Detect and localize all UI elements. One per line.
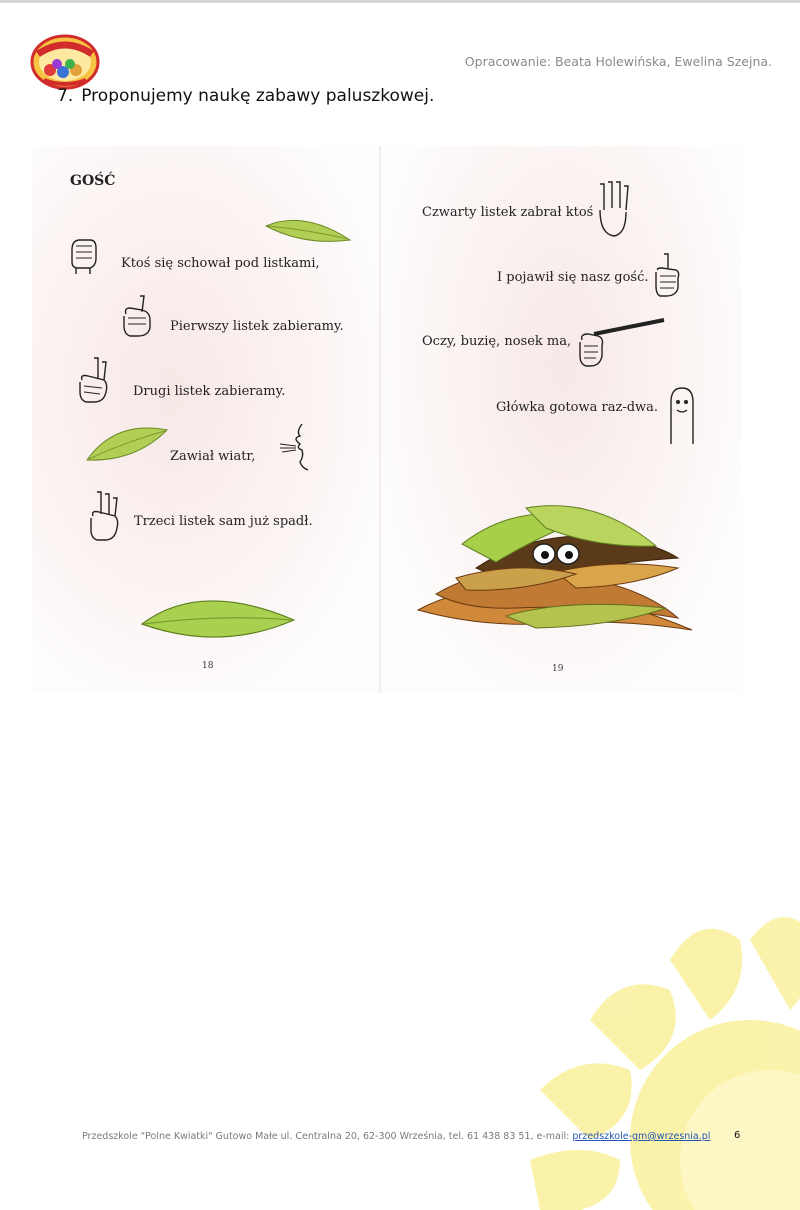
section-heading	[57, 86, 434, 106]
three-fingers-hand-icon	[87, 490, 123, 544]
section-title: Proponujemy naukę zabawy paluszkowej.	[81, 86, 435, 106]
poem-line-5: Trzeci listek sam już spadł.	[134, 514, 313, 529]
poem-line-8: Oczy, buzię, nosek ma,	[422, 334, 572, 349]
top-border	[0, 0, 800, 3]
poem-title: GOŚĆ	[70, 173, 116, 189]
leaf-pile-with-eyes-illustration	[416, 498, 696, 636]
blowing-face-icon	[278, 422, 314, 472]
footer-contact-text: Przedszkole "Polne Kwiatki" Gutowo Małe ul. Centralna 20, 62-300 Września, tel. 61 438 83 51, e-mail	[82, 1131, 567, 1142]
poem-line-7: I pojawił się nasz gość.	[497, 270, 649, 285]
author-credit: Opracowanie: Beata Holewińska, Ewelina Szejna.	[464, 54, 772, 69]
large-leaf-icon	[140, 594, 296, 642]
book-page-left	[32, 146, 380, 693]
leaf-icon	[85, 426, 169, 464]
poem-line-6: Czwarty listek zabrał ktoś	[422, 205, 594, 220]
poem-line-4: Zawiał wiatr,	[170, 449, 256, 464]
poem-line-9: Główka gotowa raz-dwa.	[496, 400, 659, 415]
poem-line-1: Ktoś się schował pod listkami,	[121, 256, 320, 271]
book-page-right	[382, 146, 742, 693]
poem-line-3: Drugi listek zabieramy.	[133, 384, 286, 399]
thumbs-up-icon	[652, 252, 682, 298]
footer-email-separator: :	[566, 1131, 573, 1142]
four-fingers-hand-icon	[596, 180, 632, 240]
document-page-number: 6	[734, 1130, 741, 1141]
index-finger-hand-icon	[120, 294, 154, 338]
book-page-number-right: 19	[552, 664, 564, 674]
leaf-icon	[264, 216, 354, 246]
footer-address	[82, 1131, 710, 1142]
book-page-number-left: 18	[202, 661, 214, 671]
footer-email-link[interactable]: przedszkole-gm@wrzesnia.pl	[572, 1131, 711, 1142]
section-number: 7.	[57, 86, 74, 106]
hand-with-stick-icon	[576, 316, 666, 370]
sunflower-decoration	[520, 900, 800, 1210]
fist-hand-icon	[66, 236, 100, 276]
poem-line-2: Pierwszy listek zabieramy.	[170, 319, 344, 334]
preschool-logo	[30, 34, 100, 90]
book-spread-image	[32, 146, 742, 693]
finger-face-icon	[667, 386, 697, 446]
two-fingers-hand-icon	[76, 356, 112, 406]
